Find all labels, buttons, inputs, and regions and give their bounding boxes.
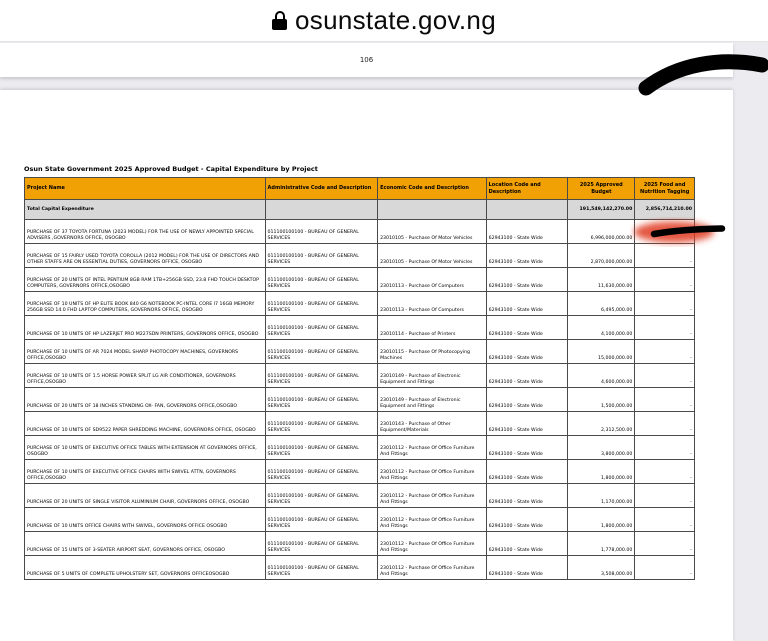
admin-code-cell: 011100100100 - BUREAU OF GENERAL SERVICES xyxy=(265,364,378,388)
lock-icon xyxy=(272,11,287,30)
nutrition-tagging-cell: - xyxy=(635,460,695,484)
admin-code-cell: 011100100100 - BUREAU OF GENERAL SERVICES xyxy=(265,532,378,556)
approved-budget-cell: 11,630,000.00 xyxy=(568,268,635,292)
economic-code-cell: 23010113 - Purchase Of Computers xyxy=(378,268,487,292)
location-code-cell: 62943100 - State Wide xyxy=(486,388,568,412)
col-header-admin-code: Administrative Code and Description xyxy=(265,178,378,200)
project-cell: PURCHASE OF 10 UNITS OF EXECUTIVE OFFICE CHAIRS WITH SWIVEL ATTN, GOVERNORS OFFICE,OSOGBO xyxy=(25,460,266,484)
project-cell: PURCHASE OF 10 UNITS OF AR 7024 MODEL SHARP PHOTOCOPY MACHINES, GOVERNORS OFFICE,OSOGBO xyxy=(25,340,266,364)
location-code-cell: 62943100 - State Wide xyxy=(486,436,568,460)
address-bar[interactable] xyxy=(0,0,768,42)
economic-code-cell: 23010112 - Purchase Of Office Furniture And Fittings xyxy=(378,460,487,484)
approved-budget-cell: 15,000,000.00 xyxy=(568,340,635,364)
location-code-cell: 62943100 - State Wide xyxy=(486,508,568,532)
nutrition-tagging-cell: - xyxy=(635,532,695,556)
nutrition-tagging-cell: - xyxy=(635,220,695,244)
project-cell: PURCHASE OF 10 UNITS OFFICE CHAIRS WITH SWIVEL, GOVERNORS OFFICE OSOGBO xyxy=(25,508,266,532)
location-code-cell: 62943100 - State Wide xyxy=(486,316,568,340)
project-cell: PURCHASE OF 10 UNITS OF 1.5 HORSE POWER SPLIT LG AIR CONDITIONER, GOVERNORS OFFICE,OSOGBO xyxy=(25,364,266,388)
page-number: 106 xyxy=(359,56,374,64)
table-row xyxy=(25,244,695,268)
table-row xyxy=(25,460,695,484)
total-admin-cell xyxy=(265,200,378,220)
nutrition-tagging-cell: - xyxy=(635,412,695,436)
approved-budget-cell: 3,800,000.00 xyxy=(568,436,635,460)
total-nutrition-tagging: 2,856,714,210.00 xyxy=(635,200,695,220)
nutrition-tagging-cell: - xyxy=(635,484,695,508)
economic-code-cell: 23010112 - Purchase Of Office Furniture And Fittings xyxy=(378,532,487,556)
admin-code-cell: 011100100100 - BUREAU OF GENERAL SERVICES xyxy=(265,244,378,268)
capital-expenditure-table xyxy=(24,177,695,580)
nutrition-tagging-cell: - xyxy=(635,436,695,460)
approved-budget-cell: 4,100,000.00 xyxy=(568,316,635,340)
economic-code-cell: 23010112 - Purchase Of Office Furniture And Fittings xyxy=(378,436,487,460)
nutrition-tagging-cell: - xyxy=(635,556,695,580)
admin-code-cell: 011100100100 - BUREAU OF GENERAL SERVICES xyxy=(265,508,378,532)
approved-budget-cell: 3,508,000.00 xyxy=(568,556,635,580)
total-approved-budget: 191,549,142,270.00 xyxy=(568,200,635,220)
table-body xyxy=(25,200,695,580)
budget-page xyxy=(0,90,733,641)
header-row xyxy=(25,178,695,200)
location-code-cell: 62943100 - State Wide xyxy=(486,556,568,580)
project-cell: PURCHASE OF 20 UNITS OF INTEL PENTIUM 8GB RAM 1TB+256GB SSD, 23.8 FHD TOUCH DESKTOP COMPUTERS, GOVERNORS OFFICE,OSOGBO xyxy=(25,268,266,292)
nutrition-tagging-cell: - xyxy=(635,316,695,340)
project-cell: PURCHASE OF 37 TOYOTA FORTUNA (2023 MODEL) FOR THE USE OF NEWLY APPOINTED SPECIAL ADVISERS ,GOVERNORS OFFICE, OSOGBO xyxy=(25,220,266,244)
previous-page-footer xyxy=(0,43,733,77)
economic-code-cell: 23010115 - Purchase Of Photocopying Machines xyxy=(378,340,487,364)
location-code-cell: 62943100 - State Wide xyxy=(486,220,568,244)
nutrition-tagging-cell: - xyxy=(635,364,695,388)
project-cell: PURCHASE OF 5 UNITS OF COMPLETE UPHOLSTERY SET, GOVERNORS OFFICEOSOGBO xyxy=(25,556,266,580)
admin-code-cell: 011100100100 - BUREAU OF GENERAL SERVICES xyxy=(265,220,378,244)
approved-budget-cell: 2,312,500.00 xyxy=(568,412,635,436)
total-label: Total Capital Expenditure xyxy=(25,200,266,220)
document-viewport xyxy=(0,42,768,641)
location-code-cell: 62943100 - State Wide xyxy=(486,460,568,484)
location-code-cell: 62943100 - State Wide xyxy=(486,484,568,508)
total-location-cell xyxy=(486,200,568,220)
table-row xyxy=(25,556,695,580)
table-row xyxy=(25,388,695,412)
project-cell: PURCHASE OF 15 FAIRLY USED TOYOTA COROLLA (2012 MODEL) FOR THE USE OF DIRECTORS AND OTHER STAFFS ARE ON ESSENTIAL DUTIES, GOVERNORS OFFICE, OSOGBO xyxy=(25,244,266,268)
approved-budget-cell: 1,800,000.00 xyxy=(568,508,635,532)
nutrition-tagging-cell: - xyxy=(635,244,695,268)
admin-code-cell: 011100100100 - BUREAU OF GENERAL SERVICES xyxy=(265,268,378,292)
economic-code-cell: 23010149 - Purchase of Electronic Equipment and Fittings xyxy=(378,388,487,412)
table-row xyxy=(25,532,695,556)
project-cell: PURCHASE OF 20 UNITS OF 18 INCHES STANDING OX- FAN, GOVERNORS OFFICE,OSOGBO xyxy=(25,388,266,412)
approved-budget-cell: 1,500,000.00 xyxy=(568,388,635,412)
location-code-cell: 62943100 - State Wide xyxy=(486,364,568,388)
col-header-location-code: Location Code and Description xyxy=(486,178,568,200)
admin-code-cell: 011100100100 - BUREAU OF GENERAL SERVICES xyxy=(265,340,378,364)
col-header-project-name: Project Name xyxy=(25,178,266,200)
col-header-nutrition-tagging: 2025 Food and Nutrition Tagging xyxy=(635,178,695,200)
table-row xyxy=(25,364,695,388)
admin-code-cell: 011100100100 - BUREAU OF GENERAL SERVICES xyxy=(265,316,378,340)
location-code-cell: 62943100 - State Wide xyxy=(486,532,568,556)
approved-budget-cell: 2,870,000,000.00 xyxy=(568,244,635,268)
economic-code-cell: 23010105 - Purchase Of Motor Vehicles xyxy=(378,244,487,268)
location-code-cell: 62943100 - State Wide xyxy=(486,412,568,436)
nutrition-tagging-cell: - xyxy=(635,268,695,292)
nutrition-tagging-cell: - xyxy=(635,388,695,412)
economic-code-cell: 23010143 - Purchase of Other Equipment/Materials xyxy=(378,412,487,436)
table-row xyxy=(25,292,695,316)
approved-budget-cell: 1,170,000.00 xyxy=(568,484,635,508)
nutrition-tagging-cell: - xyxy=(635,508,695,532)
table-row xyxy=(25,484,695,508)
url-text: osunstate.gov.ng xyxy=(295,5,496,35)
admin-code-cell: 011100100100 - BUREAU OF GENERAL SERVICES xyxy=(265,436,378,460)
nutrition-tagging-cell: - xyxy=(635,292,695,316)
admin-code-cell: 011100100100 - BUREAU OF GENERAL SERVICES xyxy=(265,460,378,484)
admin-code-cell: 011100100100 - BUREAU OF GENERAL SERVICES xyxy=(265,292,378,316)
project-cell: PURCHASE OF 10 UNITS OF HP LAZERJET PRO M227SDN PRINTERS, GOVERNORS OFFICE, OSOGBO xyxy=(25,316,266,340)
admin-code-cell: 011100100100 - BUREAU OF GENERAL SERVICES xyxy=(265,484,378,508)
admin-code-cell: 011100100100 - BUREAU OF GENERAL SERVICES xyxy=(265,388,378,412)
economic-code-cell: 23010112 - Purchase Of Office Furniture And Fittings xyxy=(378,556,487,580)
economic-code-cell: 23010105 - Purchase Of Motor Vehicles xyxy=(378,220,487,244)
table-row xyxy=(25,412,695,436)
economic-code-cell: 23010149 - Purchase of Electronic Equipment and Fittings xyxy=(378,364,487,388)
document-title: Osun State Government 2025 Approved Budget - Capital Expenditure by Project xyxy=(24,165,318,173)
approved-budget-cell: 1,800,000.00 xyxy=(568,460,635,484)
approved-budget-cell: 6,996,000,000.00 xyxy=(568,220,635,244)
location-code-cell: 62943100 - State Wide xyxy=(486,292,568,316)
table-row xyxy=(25,508,695,532)
project-cell: PURCHASE OF 20 UNITS OF SINGLE VISITOR ALUMINIUM CHAIR, GOVERNORS OFFICE, OSOGBO xyxy=(25,484,266,508)
economic-code-cell: 23010112 - Purchase Of Office Furniture And Fittings xyxy=(378,484,487,508)
table-row xyxy=(25,268,695,292)
economic-code-cell: 23010112 - Purchase Of Office Furniture And Fittings xyxy=(378,508,487,532)
project-cell: PURCHASE OF 15 UNITS OF 3-SEATER AIRPORT SEAT, GOVERNORS OFFICE, OSOGBO xyxy=(25,532,266,556)
economic-code-cell: 23010114 - Purchase of Printers xyxy=(378,316,487,340)
nutrition-tagging-cell: - xyxy=(635,340,695,364)
location-code-cell: 62943100 - State Wide xyxy=(486,244,568,268)
total-row xyxy=(25,200,695,220)
total-economic-cell xyxy=(378,200,487,220)
location-code-cell: 62943100 - State Wide xyxy=(486,340,568,364)
approved-budget-cell: 4,600,000.00 xyxy=(568,364,635,388)
col-header-approved-budget: 2025 Approved Budget xyxy=(568,178,635,200)
admin-code-cell: 011100100100 - BUREAU OF GENERAL SERVICES xyxy=(265,556,378,580)
table-row xyxy=(25,436,695,460)
table-row xyxy=(25,220,695,244)
project-cell: PURCHASE OF 10 UNITS OF EXECUTIVE OFFICE TABLES WITH EXTENSION AT GOVERNORS OFFICE, OSOGBO xyxy=(25,436,266,460)
project-cell: PURCHASE OF 10 UNITS OF HP ELITE BOOK 840 G6 NOTEBOOK PC-INTEL CORE I7 16GB MEMORY 256GB SSD 14.0 FHD LAPTOP COMPUTERS, GOVERNORS OFFICE, OSOGBO xyxy=(25,292,266,316)
admin-code-cell: 011100100100 - BUREAU OF GENERAL SERVICES xyxy=(265,412,378,436)
table-row xyxy=(25,316,695,340)
approved-budget-cell: 6,495,000.00 xyxy=(568,292,635,316)
approved-budget-cell: 1,778,000.00 xyxy=(568,532,635,556)
col-header-economic-code: Economic Code and Description xyxy=(378,178,487,200)
project-cell: PURCHASE OF 10 UNITS OF SD9522 PAPER SHREDDING MACHINE, GOVERNORS OFFICE, OSOGBO xyxy=(25,412,266,436)
table-row xyxy=(25,340,695,364)
location-code-cell: 62943100 - State Wide xyxy=(486,268,568,292)
economic-code-cell: 23010113 - Purchase Of Computers xyxy=(378,292,487,316)
